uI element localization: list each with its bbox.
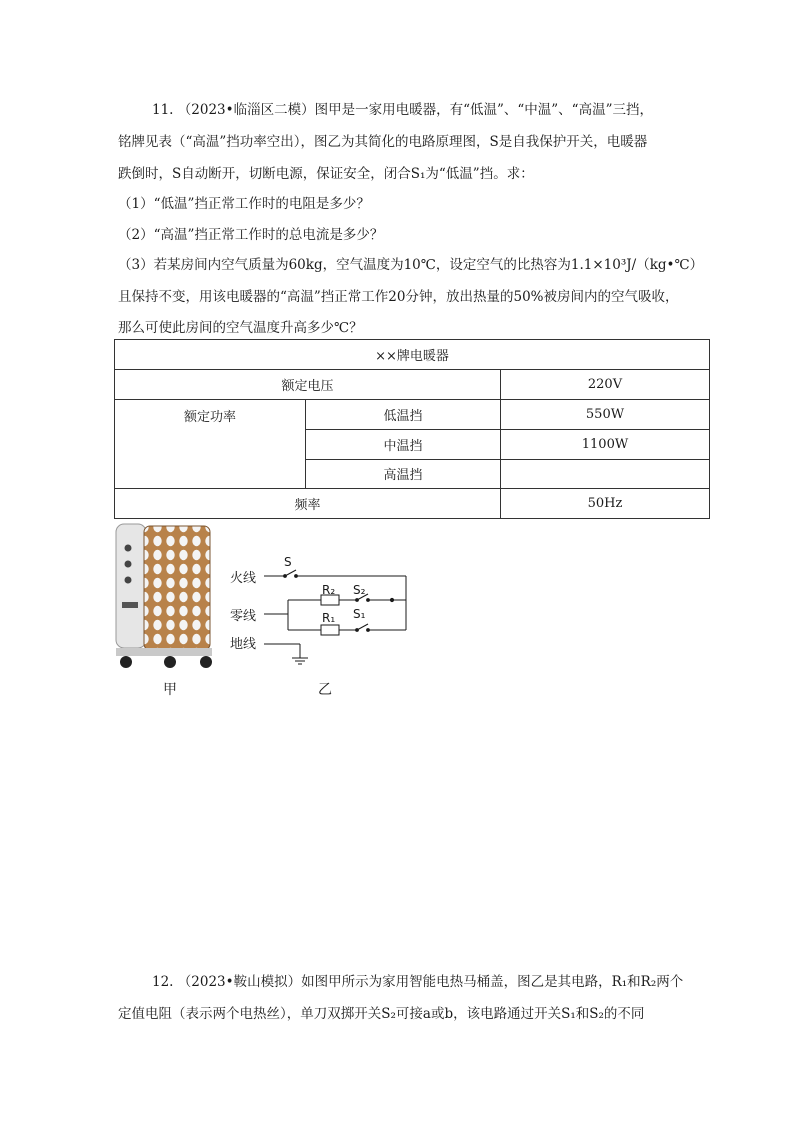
radiator-image (112, 520, 216, 670)
rated-voltage-value: 220V (501, 370, 710, 400)
caption-figure-b: 乙 (318, 682, 332, 698)
label-r1: R₁ (322, 611, 336, 625)
rated-power-label: 额定功率 (115, 400, 306, 488)
gear-high-label: 高温挡 (306, 459, 501, 488)
nameplate-table (114, 339, 710, 519)
gear-mid-label: 中温挡 (306, 430, 501, 459)
gear-mid-value: 1100W (501, 430, 710, 459)
q11-subquestion-3-line-2: 且保持不变，用该电暖器的“高温”挡正常工作20分钟，放出热量的50%被房间内的空气吸收， (118, 289, 679, 305)
label-s2: S₂ (353, 583, 366, 597)
label-ground-wire: 地线 (230, 637, 257, 652)
q11-line-3: 跌倒时，S自动断开，切断电源，保证安全，闭合S₁为“低温”挡。求： (118, 166, 534, 182)
q12-line-1: 12. （2023•鞍山模拟）如图甲所示为家用智能电热马桶盖，图乙是其电路，R₁和R₂两个 (152, 974, 684, 990)
q11-subquestion-2: （2）“高温”挡正常工作时的总电流是多少？ (118, 227, 384, 243)
q11-line-2: 铭牌见表（“高温”挡功率空出），图乙为其简化的电路原理图，S是自我保护开关，电暖器 (118, 134, 648, 150)
q12-line-2: 定值电阻（表示两个电热丝），单刀双掷开关S₂可接a或b，该电路通过开关S₁和S₂的不同 (118, 1006, 645, 1022)
label-neutral-wire: 零线 (230, 609, 257, 624)
q11-line-1: 11. （2023•临淄区二模）图甲是一家用电暖器，有“低温”、“中温”、“高温”三挡， (152, 102, 653, 118)
q11-subquestion-3-line-3: 那么可使此房间的空气温度升高多少℃？ (118, 320, 363, 336)
gear-low-label: 低温挡 (306, 400, 501, 430)
rated-voltage-label: 额定电压 (115, 370, 501, 400)
label-r2: R₂ (322, 583, 336, 597)
q11-subquestion-3-line-1: （3）若某房间内空气质量为60kg，空气温度为10℃，设定空气的比热容为1.1×10³J/（kg•℃） (118, 257, 704, 273)
label-s1: S₁ (353, 607, 366, 621)
table-title: ××牌电暖器 (115, 340, 710, 370)
frequency-value: 50Hz (501, 488, 710, 518)
q11-subquestion-1: （1）“低温”挡正常工作时的电阻是多少？ (118, 196, 370, 212)
label-live-wire: 火线 (230, 571, 257, 586)
frequency-label: 频率 (115, 488, 501, 518)
gear-low-value: 550W (501, 400, 710, 430)
gear-high-value (501, 459, 710, 488)
caption-figure-a: 甲 (163, 682, 177, 698)
label-switch-s: S (284, 555, 292, 569)
circuit-diagram (226, 550, 416, 670)
